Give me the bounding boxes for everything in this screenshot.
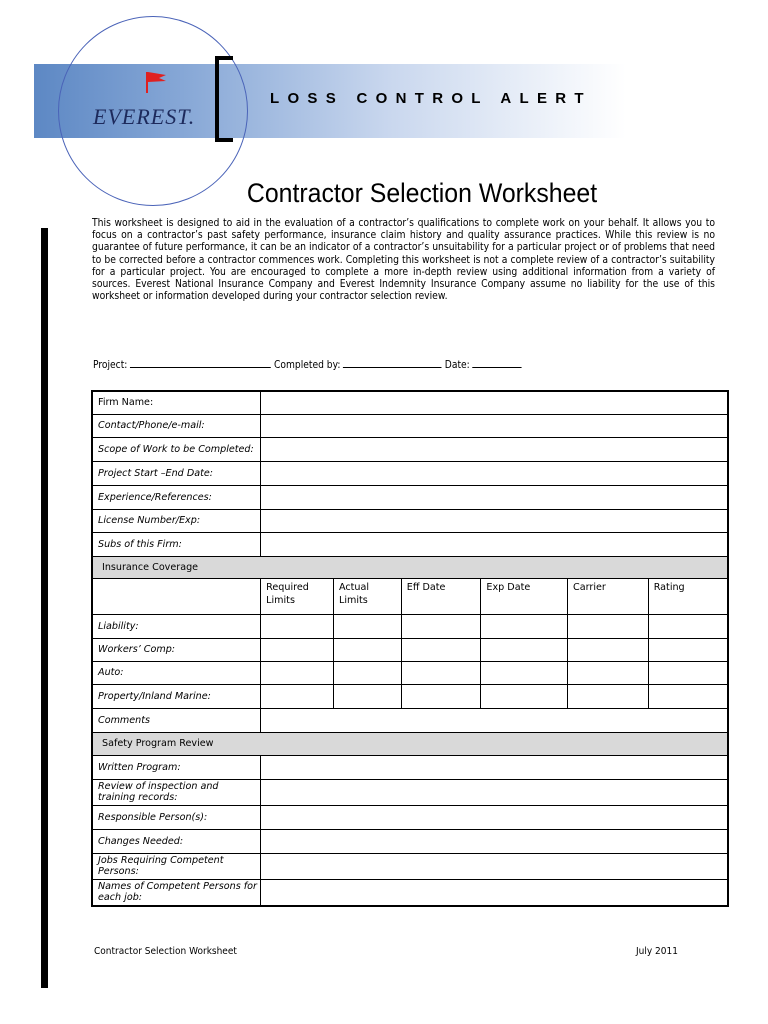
input-cell[interactable]	[261, 661, 334, 684]
footer-title: Contractor Selection Worksheet	[94, 946, 237, 957]
row-label: Firm Name:	[92, 391, 261, 414]
project-label: Project:	[93, 359, 128, 371]
safety-section-title: Safety Program Review	[92, 732, 728, 755]
flag-icon	[144, 70, 170, 94]
input-cell[interactable]	[481, 684, 568, 708]
row-label: Changes Needed:	[92, 829, 261, 853]
subs-field[interactable]	[261, 532, 728, 556]
table-row	[92, 485, 728, 509]
footer-date: July 2011	[636, 946, 678, 957]
table-row	[92, 805, 728, 829]
license-field[interactable]	[261, 509, 728, 532]
insurance-row	[92, 614, 728, 638]
responsible-persons-field[interactable]	[261, 805, 728, 829]
column-header: Rating	[648, 578, 728, 614]
left-margin-bar	[41, 228, 48, 988]
table-row	[92, 708, 728, 732]
input-cell[interactable]	[568, 684, 649, 708]
column-header: Eff Date	[401, 578, 481, 614]
input-cell[interactable]	[648, 614, 728, 638]
input-cell[interactable]	[334, 638, 402, 661]
written-program-field[interactable]	[261, 755, 728, 779]
alert-title: LOSS CONTROL ALERT	[270, 90, 592, 107]
input-cell[interactable]	[334, 614, 402, 638]
intro-paragraph	[92, 217, 715, 302]
row-label: Written Program:	[92, 755, 261, 779]
row-label: Review of inspection and training records:	[92, 779, 261, 805]
section-header-row	[92, 732, 728, 755]
competent-jobs-field[interactable]	[261, 853, 728, 879]
header-bracket	[215, 56, 233, 142]
input-cell[interactable]	[401, 684, 481, 708]
records-review-field[interactable]	[261, 779, 728, 805]
section-header-row	[92, 556, 728, 578]
input-cell[interactable]	[568, 638, 649, 661]
insurance-header-row	[92, 578, 728, 614]
table-row	[92, 391, 728, 414]
input-cell[interactable]	[648, 661, 728, 684]
input-cell[interactable]	[481, 638, 568, 661]
blank-header-cell	[92, 578, 261, 614]
input-cell[interactable]	[401, 638, 481, 661]
table-row	[92, 853, 728, 879]
intro-text: This worksheet is designed to aid in the evaluation of a contractor’s qualifications to complete work on your behalf. It allows you to focus on a contractor’s past safety performance, insurance claim history and quality assurance practices. While this review is no guarantee of future performance, it can be an indicator of a contractor’s unsuitability for a particular project or of problems that need to be corrected before a contractor commences work. Completing this worksheet is not a complete review of a contractor’s suitability for a particular project. You are encouraged to complete a more in-depth review using additional information from a variety of sources. Everest National Insurance Company and Everest Indemnity Insurance Company assume no liability for the use of this worksheet or information developed during your contractor selection review.	[92, 217, 715, 303]
insurance-row	[92, 661, 728, 684]
input-cell[interactable]	[334, 684, 402, 708]
table-row	[92, 437, 728, 461]
contact-field[interactable]	[261, 414, 728, 437]
row-label: Contact/Phone/e-mail:	[92, 414, 261, 437]
table-row	[92, 532, 728, 556]
completed-by-label: Completed by:	[274, 359, 341, 371]
column-header: Carrier	[568, 578, 649, 614]
experience-field[interactable]	[261, 485, 728, 509]
input-cell[interactable]	[261, 638, 334, 661]
insurance-row	[92, 638, 728, 661]
date-label: Date:	[444, 359, 470, 371]
input-cell[interactable]	[648, 684, 728, 708]
row-label: Responsible Person(s):	[92, 805, 261, 829]
logo-wordmark: EVEREST.	[93, 104, 196, 129]
row-label: Jobs Requiring Competent Persons:	[92, 853, 261, 879]
row-label: Names of Competent Persons for each job:	[92, 879, 261, 906]
firm-name-field[interactable]	[261, 391, 728, 414]
project-dates-field[interactable]	[261, 461, 728, 485]
row-label: License Number/Exp:	[92, 509, 261, 532]
row-label: Property/Inland Marine:	[92, 684, 261, 708]
row-label: Comments	[92, 708, 261, 732]
worksheet-table	[91, 390, 729, 907]
project-field[interactable]	[130, 357, 271, 368]
table-row	[92, 829, 728, 853]
comments-field[interactable]	[261, 708, 728, 732]
input-cell[interactable]	[261, 614, 334, 638]
competent-persons-field[interactable]	[261, 879, 728, 906]
row-label: Subs of this Firm:	[92, 532, 261, 556]
column-header: Required Limits	[261, 578, 334, 614]
row-label: Liability:	[92, 614, 261, 638]
row-label: Scope of Work to be Completed:	[92, 437, 261, 461]
column-header: Exp Date	[481, 578, 568, 614]
input-cell[interactable]	[568, 614, 649, 638]
insurance-row	[92, 684, 728, 708]
row-label: Project Start –End Date:	[92, 461, 261, 485]
table-row	[92, 509, 728, 532]
completed-by-field[interactable]	[343, 357, 442, 368]
insurance-section-title: Insurance Coverage	[92, 556, 728, 578]
column-header: Actual Limits	[334, 578, 402, 614]
row-label: Experience/References:	[92, 485, 261, 509]
row-label: Auto:	[92, 661, 261, 684]
input-cell[interactable]	[568, 661, 649, 684]
input-cell[interactable]	[334, 661, 402, 684]
row-label: Workers’ Comp:	[92, 638, 261, 661]
table-row	[92, 879, 728, 906]
input-cell[interactable]	[401, 614, 481, 638]
input-cell[interactable]	[481, 614, 568, 638]
scope-field[interactable]	[261, 437, 728, 461]
page-title: Contractor Selection Worksheet	[246, 178, 598, 208]
input-cell[interactable]	[648, 638, 728, 661]
input-cell[interactable]	[261, 684, 334, 708]
table-row	[92, 779, 728, 805]
changes-needed-field[interactable]	[261, 829, 728, 853]
table-row	[92, 461, 728, 485]
input-cell[interactable]	[401, 661, 481, 684]
project-info-line	[93, 357, 522, 371]
table-row	[92, 755, 728, 779]
input-cell[interactable]	[481, 661, 568, 684]
date-field[interactable]	[473, 357, 522, 368]
table-row	[92, 414, 728, 437]
